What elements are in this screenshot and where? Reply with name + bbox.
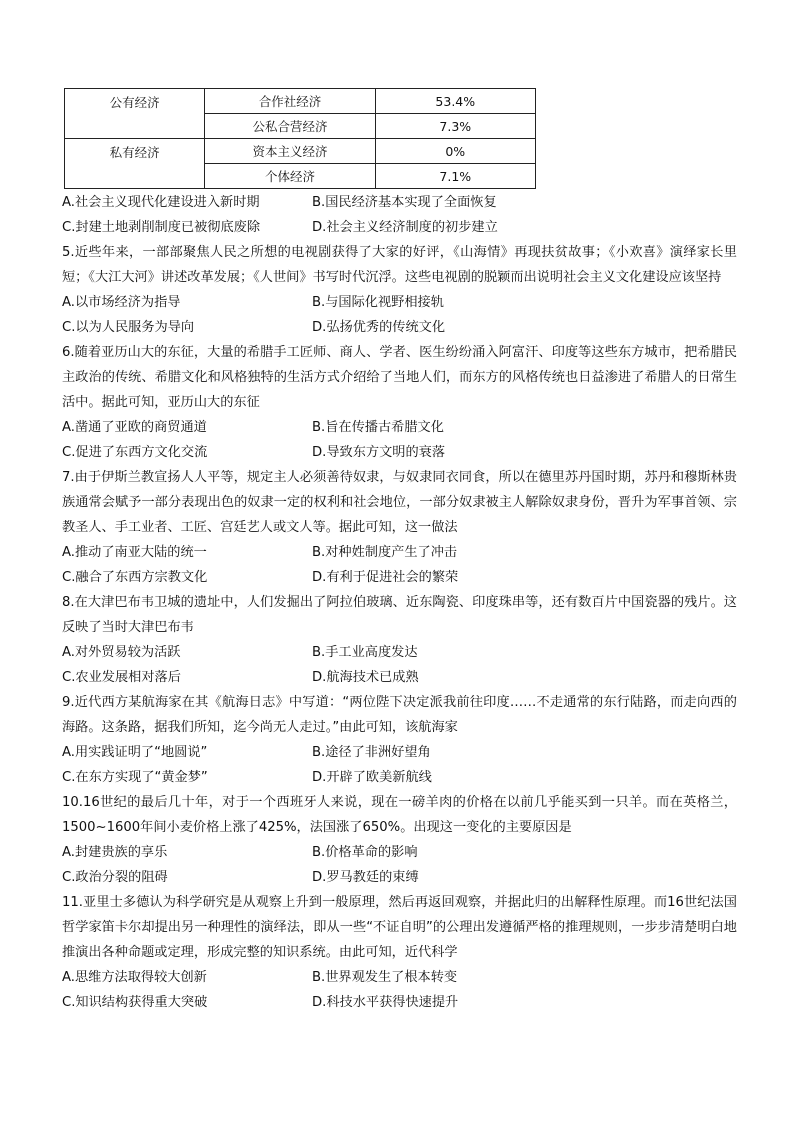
- question-stem: 8.在大津巴布韦卫城的遗址中，人们发掘出了阿拉伯玻璃、近东陶瓷、印度珠串等，还有数百片中国瓷器的残片。这反映了当时大津巴布韦: [62, 595, 737, 635]
- table-value-cell: 7.1%: [375, 164, 535, 189]
- option-row: [62, 290, 737, 315]
- question-11: [62, 890, 737, 1015]
- option-row: [62, 315, 737, 340]
- table-value-cell: 53.4%: [375, 89, 535, 114]
- table-category-cell: 公有经济: [65, 89, 205, 139]
- option-a: A.对外贸易较为活跃: [62, 645, 181, 660]
- question-stem: 5.近些年来，一部部聚焦人民之所想的电视剧获得了大家的好评，《山海情》再现扶贫故事；《小欢喜》演绎家长里短；《大江大河》讲述改革发展；《人世间》书写时代沉浮。这些电视剧的脱颖而出说明社会主义文化建设应该坚持: [62, 245, 737, 285]
- option-row: [62, 990, 737, 1015]
- option-b: B.手工业高度发达: [312, 645, 418, 660]
- option-b: B.途径了非洲好望角: [312, 745, 431, 760]
- option-c: C.政治分裂的阻碍: [62, 870, 168, 885]
- option-row: [62, 965, 737, 990]
- option-c: C.在东方实现了“黄金梦”: [62, 770, 208, 785]
- question-stem: 9.近代西方某航海家在其《航海日志》中写道：“两位陛下决定派我前往印度……不走通常的东行陆路，而走向西的海路。这条路，据我们所知，迄今尚无人走过。”由此可知，该航海家: [62, 695, 737, 735]
- table-value-cell: 0%: [375, 139, 535, 164]
- option-d: D.导致东方文明的衰落: [312, 445, 446, 460]
- question-stem: 10.16世纪的最后几十年，对于一个西班牙人来说，现在一磅羊肉的价格在以前几乎能买到一只羊。而在英格兰，1500~1600年间小麦价格上涨了425%，法国涨了650%。出现这一变化的主要原因是: [62, 795, 737, 835]
- option-b: B.世界观发生了根本转变: [312, 970, 458, 985]
- option-b: B.价格革命的影响: [312, 845, 418, 860]
- question-10: [62, 790, 737, 890]
- option-c: C.促进了东西方文化交流: [62, 445, 208, 460]
- question-stem: 7.由于伊斯兰教宣扬人人平等，规定主人必须善待奴隶，与奴隶同衣同食，所以在德里苏丹国时期，苏丹和穆斯林贵族通常会赋予一部分表现出色的奴隶一定的权利和社会地位，一部分奴隶被主人解除奴隶身份，晋升为军事首领、宗教圣人、手工业者、工匠、宫廷艺人或文人等。据此可知，这一做法: [62, 470, 737, 535]
- option-row: [62, 765, 737, 790]
- option-d: D.罗马教廷的束缚: [312, 870, 419, 885]
- option-c: C.农业发展相对落后: [62, 670, 181, 685]
- option-row: [62, 540, 737, 565]
- option-row: [62, 215, 737, 240]
- option-row: [62, 190, 737, 215]
- economy-table: [64, 88, 536, 189]
- option-b: B.对种姓制度产生了冲击: [312, 545, 458, 560]
- option-row: [62, 740, 737, 765]
- option-d: D.科技水平获得快速提升: [312, 995, 459, 1010]
- option-b: B.与国际化视野相接轨: [312, 295, 444, 310]
- option-a: A.封建贵族的享乐: [62, 845, 168, 860]
- question-4-options: [62, 190, 737, 240]
- option-row: [62, 665, 737, 690]
- question-7: [62, 465, 737, 590]
- question-6: [62, 340, 737, 465]
- option-a: A.社会主义现代化建设进入新时期: [62, 195, 260, 210]
- option-a: A.以市场经济为指导: [62, 295, 181, 310]
- option-c: C.以为人民服务为导向: [62, 320, 195, 335]
- option-row: [62, 440, 737, 465]
- table-item-cell: 资本主义经济: [205, 139, 375, 164]
- option-a: A.推动了南亚大陆的统一: [62, 545, 207, 560]
- option-row: [62, 565, 737, 590]
- option-d: D.社会主义经济制度的初步建立: [312, 220, 498, 235]
- option-row: [62, 840, 737, 865]
- option-a: A.用实践证明了“地圆说”: [62, 745, 208, 760]
- table-item-cell: 公私合营经济: [205, 114, 375, 139]
- option-b: B.旨在传播古希腊文化: [312, 420, 444, 435]
- question-8: [62, 590, 737, 690]
- table-row: [65, 139, 536, 164]
- option-c: C.封建土地剥削制度已被彻底废除: [62, 220, 261, 235]
- option-c: C.融合了东西方宗教文化: [62, 570, 208, 585]
- option-c: C.知识结构获得重大突破: [62, 995, 208, 1010]
- option-d: D.有利于促进社会的繁荣: [312, 570, 459, 585]
- question-stem: 11.亚里士多德认为科学研究是从观察上升到一般原理，然后再返回观察，并据此归的出解释性原理。而16世纪法国哲学家笛卡尔却提出另一种理性的演绎法，即从一些“不证自明”的公理出发遵循严格的推理规则，一步步清楚明白地推演出各种命题或定理，形成完整的知识系统。由此可知，近代科学: [62, 895, 737, 960]
- table-item-cell: 个体经济: [205, 164, 375, 189]
- option-b: B.国民经济基本实现了全面恢复: [312, 195, 497, 210]
- option-row: [62, 640, 737, 665]
- question-9: [62, 690, 737, 790]
- option-d: D.航海技术已成熟: [312, 670, 419, 685]
- table-item-cell: 合作社经济: [205, 89, 375, 114]
- option-row: [62, 415, 737, 440]
- table-row: [65, 89, 536, 114]
- option-a: A.思维方法取得较大创新: [62, 970, 207, 985]
- option-row: [62, 865, 737, 890]
- table-value-cell: 7.3%: [375, 114, 535, 139]
- question-5: [62, 240, 737, 340]
- table-category-cell: 私有经济: [65, 139, 205, 189]
- question-stem: 6.随着亚历山大的东征，大量的希腊手工匠师、商人、学者、医生纷纷涌入阿富汗、印度等这些东方城市，把希腊民主政治的传统、希腊文化和风格独特的生活方式介绍给了当地人们，而东方的风格传统也日益渗进了希腊人的日常生活中。据此可知，亚历山大的东征: [62, 345, 737, 410]
- option-d: D.开辟了欧美新航线: [312, 770, 432, 785]
- option-a: A.凿通了亚欧的商贸通道: [62, 420, 207, 435]
- questions: [62, 190, 737, 1015]
- option-d: D.弘扬优秀的传统文化: [312, 320, 446, 335]
